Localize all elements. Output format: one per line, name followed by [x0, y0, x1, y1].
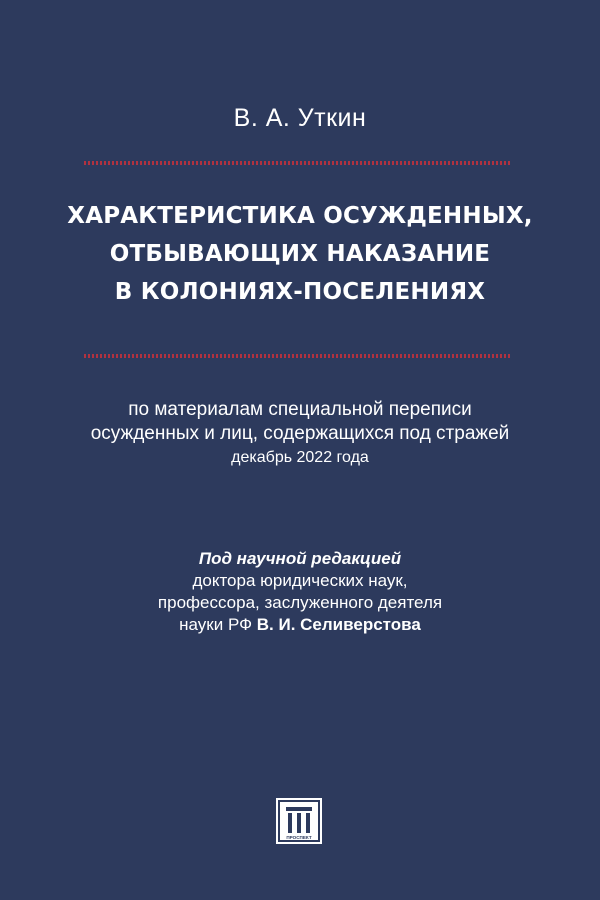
editor-line-1: доктора юридических наук,	[192, 571, 408, 590]
subtitle-line-2: осужденных и лиц, содержащихся под стражей	[90, 423, 510, 444]
title-line-1: ХАРАКТЕРИСТИКА ОСУЖДЕННЫХ,	[67, 203, 533, 229]
book-title	[40, 197, 560, 311]
editor-line-2: профессора, заслуженного деятеля	[157, 593, 443, 612]
editor-credit	[40, 548, 560, 636]
editor-line-3-prefix: науки РФ	[179, 615, 257, 634]
building-columns-icon	[276, 798, 322, 844]
title-line-3: В КОЛОНИЯХ-ПОСЕЛЕНИЯХ	[114, 279, 486, 305]
editor-name: В. И. Селиверстова	[256, 615, 421, 634]
book-subtitle	[40, 398, 560, 470]
editor-heading: Под научной редакцией	[198, 549, 402, 568]
bottom-divider	[84, 354, 512, 358]
subtitle-line-1: по материалам специальной переписи	[128, 399, 472, 420]
subtitle-date: декабрь 2022 года	[231, 449, 369, 466]
top-divider	[84, 161, 512, 165]
author-name: В. А. Уткин	[233, 104, 367, 132]
publisher-logo-text: ПРОСПЕКТ	[286, 835, 312, 840]
editor-line-3	[40, 614, 560, 636]
title-line-2: ОТБЫВАЮЩИХ НАКАЗАНИЕ	[109, 241, 491, 267]
